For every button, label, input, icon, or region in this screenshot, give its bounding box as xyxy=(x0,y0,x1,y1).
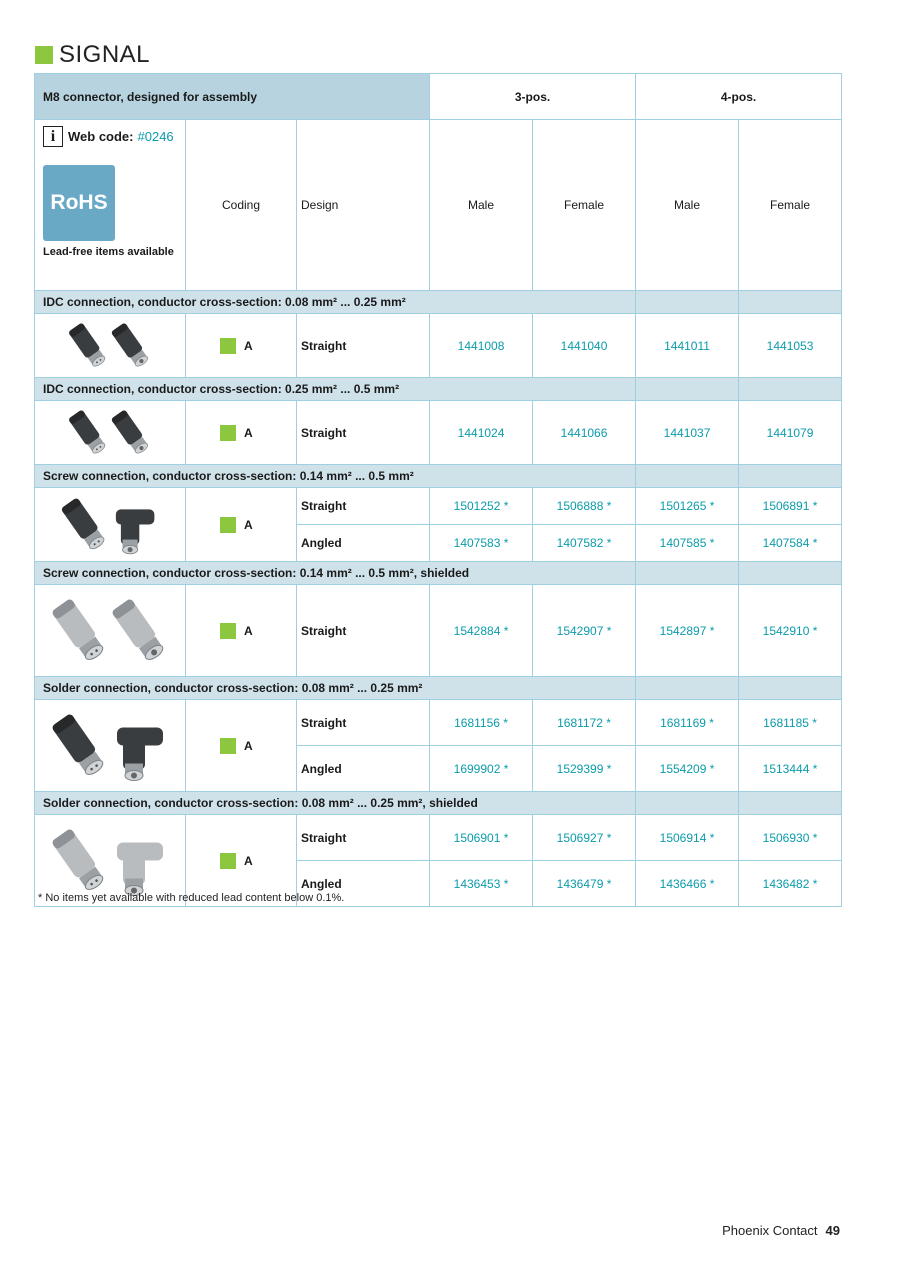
section-spacer xyxy=(636,677,739,700)
table-row xyxy=(35,401,842,465)
table-header-row xyxy=(35,74,842,120)
part-number-link[interactable]: 1506891 * xyxy=(739,488,842,525)
table-row xyxy=(35,585,842,677)
connector-image xyxy=(45,588,175,673)
connector-image xyxy=(45,491,175,558)
coding-value: A xyxy=(244,853,253,868)
section-label: Solder connection, conductor cross-section: 0.08 mm² ... 0.25 mm² xyxy=(35,677,636,700)
col-header-3pos-female: Female xyxy=(533,120,636,291)
part-number-link[interactable]: 1699902 * xyxy=(430,746,533,792)
section-header-row xyxy=(35,378,842,401)
section-header xyxy=(35,42,150,68)
section-spacer xyxy=(739,378,842,401)
part-number-link[interactable]: 1506914 * xyxy=(636,815,739,861)
webcode xyxy=(43,126,177,147)
part-number-link[interactable]: 1506901 * xyxy=(430,815,533,861)
part-number-link[interactable]: 1441079 xyxy=(739,401,842,465)
part-number-link[interactable]: 1681185 * xyxy=(739,700,842,746)
product-image-solder xyxy=(35,700,186,792)
section-label: Solder connection, conductor cross-section: 0.08 mm² ... 0.25 mm², shielded xyxy=(35,792,636,815)
part-number-link[interactable]: 1506927 * xyxy=(533,815,636,861)
section-spacer xyxy=(636,291,739,314)
design-cell: Straight xyxy=(297,314,430,378)
coding-cell xyxy=(186,314,297,378)
part-number-link[interactable]: 1506930 * xyxy=(739,815,842,861)
design-cell: Angled xyxy=(297,746,430,792)
section-header-row xyxy=(35,562,842,585)
col-header-design: Design xyxy=(297,120,430,291)
product-image-screw xyxy=(35,488,186,562)
coding-value: A xyxy=(244,425,253,440)
section-label: Screw connection, conductor cross-section: 0.14 mm² ... 0.5 mm² xyxy=(35,465,636,488)
col-header-3pos-male: Male xyxy=(430,120,533,291)
part-number-link[interactable]: 1513444 * xyxy=(739,746,842,792)
coding-square-icon xyxy=(220,517,236,533)
page-footer xyxy=(722,1223,840,1238)
header-3-pos: 3-pos. xyxy=(430,74,636,120)
section-spacer xyxy=(636,562,739,585)
part-number-link[interactable]: 1542910 * xyxy=(739,585,842,677)
table-row xyxy=(35,700,842,746)
col-header-4pos-male: Male xyxy=(636,120,739,291)
part-number-link[interactable]: 1436482 * xyxy=(739,861,842,907)
coding-value: A xyxy=(244,517,253,532)
part-number-link[interactable]: 1501252 * xyxy=(430,488,533,525)
part-number-link[interactable]: 1681156 * xyxy=(430,700,533,746)
part-number-link[interactable]: 1436453 * xyxy=(430,861,533,907)
col-header-4pos-female: Female xyxy=(739,120,842,291)
section-header-row xyxy=(35,677,842,700)
design-cell: Straight xyxy=(297,700,430,746)
rohs-badge: RoHS xyxy=(43,165,115,241)
section-spacer xyxy=(739,562,842,585)
section-spacer xyxy=(636,792,739,815)
col-header-coding: Coding xyxy=(186,120,297,291)
part-number-link[interactable]: 1506888 * xyxy=(533,488,636,525)
design-cell: Angled xyxy=(297,525,430,562)
part-number-link[interactable]: 1681169 * xyxy=(636,700,739,746)
section-square-icon xyxy=(35,46,53,64)
section-spacer xyxy=(636,465,739,488)
header-4-pos: 4-pos. xyxy=(636,74,842,120)
design-cell: Angled xyxy=(297,861,430,907)
part-number-link[interactable]: 1436466 * xyxy=(636,861,739,907)
connector-image xyxy=(45,703,175,788)
table-row xyxy=(35,488,842,525)
leadfree-note: Lead-free items available xyxy=(43,246,174,258)
connector-image xyxy=(45,404,175,461)
section-header-row xyxy=(35,465,842,488)
part-number-link[interactable]: 1542884 * xyxy=(430,585,533,677)
part-number-link[interactable]: 1407584 * xyxy=(739,525,842,562)
part-number-link[interactable]: 1441008 xyxy=(430,314,533,378)
part-number-link[interactable]: 1407582 * xyxy=(533,525,636,562)
part-number-link[interactable]: 1542897 * xyxy=(636,585,739,677)
table-title: M8 connector, designed for assembly xyxy=(35,74,430,120)
section-spacer xyxy=(739,792,842,815)
coding-square-icon xyxy=(220,623,236,639)
table-row xyxy=(35,314,842,378)
part-number-link[interactable]: 1441040 xyxy=(533,314,636,378)
part-number-link[interactable]: 1681172 * xyxy=(533,700,636,746)
coding-square-icon xyxy=(220,853,236,869)
webcode-label: Web code: xyxy=(68,129,134,144)
page-number: 49 xyxy=(825,1223,840,1238)
section-spacer xyxy=(739,677,842,700)
design-cell: Straight xyxy=(297,401,430,465)
section-title: SIGNAL xyxy=(59,41,151,68)
part-number-link[interactable]: 1441037 xyxy=(636,401,739,465)
section-label: IDC connection, conductor cross-section: 0.25 mm² ... 0.5 mm² xyxy=(35,378,636,401)
section-spacer xyxy=(739,291,842,314)
coding-square-icon xyxy=(220,738,236,754)
part-number-link[interactable]: 1441011 xyxy=(636,314,739,378)
column-header-row xyxy=(35,120,842,291)
product-image-idc-025-05 xyxy=(35,401,186,465)
footnote: * No items yet available with reduced lead content below 0.1%. xyxy=(38,892,345,904)
info-icon: i xyxy=(43,126,63,147)
table-row xyxy=(35,815,842,861)
part-number-link[interactable]: 1407583 * xyxy=(430,525,533,562)
coding-cell xyxy=(186,585,297,677)
coding-value: A xyxy=(244,623,253,638)
part-number-link[interactable]: 1529399 * xyxy=(533,746,636,792)
section-label: IDC connection, conductor cross-section: 0.08 mm² ... 0.25 mm² xyxy=(35,291,636,314)
section-header-row xyxy=(35,291,842,314)
part-number-link[interactable]: 1501265 * xyxy=(636,488,739,525)
coding-square-icon xyxy=(220,338,236,354)
design-cell: Straight xyxy=(297,488,430,525)
part-number-link[interactable]: 1542907 * xyxy=(533,585,636,677)
connector-image xyxy=(45,818,175,903)
info-cell xyxy=(35,120,186,291)
coding-cell xyxy=(186,401,297,465)
coding-value: A xyxy=(244,338,253,353)
part-number-link[interactable]: 1436479 * xyxy=(533,861,636,907)
coding-square-icon xyxy=(220,425,236,441)
part-number-link[interactable]: 1441053 xyxy=(739,314,842,378)
part-number-link[interactable]: 1407585 * xyxy=(636,525,739,562)
footer-brand: Phoenix Contact xyxy=(722,1223,818,1238)
design-cell: Straight xyxy=(297,585,430,677)
coding-value: A xyxy=(244,738,253,753)
product-table xyxy=(34,73,842,907)
product-image-idc-008-025 xyxy=(35,314,186,378)
section-spacer xyxy=(636,378,739,401)
product-image-screw-shielded xyxy=(35,585,186,677)
design-cell: Straight xyxy=(297,815,430,861)
section-label: Screw connection, conductor cross-section: 0.14 mm² ... 0.5 mm², shielded xyxy=(35,562,636,585)
part-number-link[interactable]: 1441066 xyxy=(533,401,636,465)
coding-cell xyxy=(186,488,297,562)
part-number-link[interactable]: 1441024 xyxy=(430,401,533,465)
coding-cell xyxy=(186,700,297,792)
section-header-row xyxy=(35,792,842,815)
section-spacer xyxy=(739,465,842,488)
webcode-link[interactable]: #0246 xyxy=(137,129,174,144)
connector-image xyxy=(45,317,175,374)
part-number-link[interactable]: 1554209 * xyxy=(636,746,739,792)
